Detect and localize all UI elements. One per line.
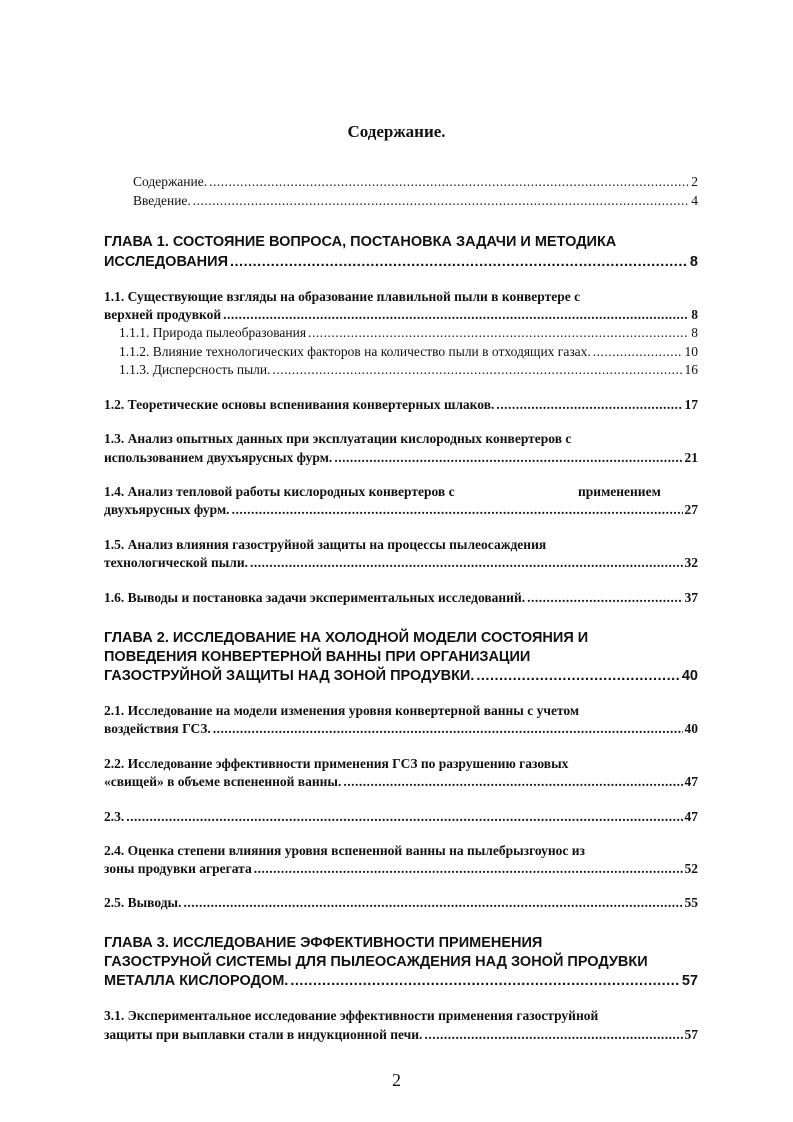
toc-section-1-4-line1a[interactable]: 1.4. Анализ тепловой работы кислородных конвертеров с xyxy=(104,484,455,499)
leader-dots xyxy=(343,774,682,790)
leader-dots xyxy=(250,555,683,571)
toc-section-2-2[interactable] xyxy=(104,774,698,790)
toc-entry-page: 40 xyxy=(684,721,698,736)
leader-dots xyxy=(209,174,689,190)
leader-dots xyxy=(193,193,689,209)
toc-section-3-1-line1[interactable]: 3.1. Экспериментальное исследование эффективности применения газоструйной xyxy=(104,1008,599,1023)
toc-entry-text: воздействия ГСЗ. xyxy=(104,721,211,736)
toc-chapter-1[interactable] xyxy=(104,254,698,270)
toc-entry-text: 1.1.1. Природа пылеобразования xyxy=(119,325,307,340)
toc-section-1-5[interactable] xyxy=(104,555,698,571)
leader-dots xyxy=(230,254,688,270)
toc-entry-text: МЕТАЛЛА КИСЛОРОДОМ. xyxy=(104,973,289,989)
leader-dots xyxy=(213,721,683,737)
toc-entry-text: использованием двухъярусных фурм. xyxy=(104,450,333,465)
toc-entry-page: 47 xyxy=(684,809,698,824)
toc-chapter-2-line1[interactable]: ГЛАВА 2. ИССЛЕДОВАНИЕ НА ХОЛОДНОЙ МОДЕЛИ СОСТОЯНИЯ И xyxy=(104,630,589,646)
page-number: 2 xyxy=(392,1070,401,1090)
toc-entry-page: 37 xyxy=(684,590,698,605)
leader-dots xyxy=(223,307,689,323)
toc-section-2-5[interactable] xyxy=(104,895,698,911)
leader-dots xyxy=(183,895,682,911)
toc-chapter-3-line1[interactable]: ГЛАВА 3. ИССЛЕДОВАНИЕ ЭФФЕКТИВНОСТИ ПРИМЕНЕНИЯ xyxy=(104,935,543,951)
toc-entry-page: 8 xyxy=(689,254,698,270)
toc-chapter-3-line2[interactable]: ГАЗОСТРУНОЙ СИСТЕМЫ ДЛЯ ПЫЛЕОСАЖДЕНИЯ НАД ЗОНОЙ ПРОДУВКИ xyxy=(104,954,648,970)
leader-dots xyxy=(424,1027,682,1043)
toc-section-1-3-line1[interactable]: 1.3. Анализ опытных данных при эксплуатации кислородных конвертеров с xyxy=(104,431,572,446)
toc-section-3-1[interactable] xyxy=(104,1027,698,1043)
toc-entry-text: 2.5. Выводы. xyxy=(104,895,182,910)
toc-entry-text: ИССЛЕДОВАНИЯ xyxy=(104,254,228,270)
leader-dots xyxy=(334,450,682,466)
toc-entry-text: двухъярусных фурм. xyxy=(104,502,230,517)
toc-section-1-3[interactable] xyxy=(104,450,698,466)
toc-entry-text: верхней продувкой xyxy=(104,307,222,322)
toc-entry-page: 17 xyxy=(684,397,698,412)
toc-entry-page: 21 xyxy=(684,450,698,465)
toc-entry-page: 16 xyxy=(684,362,698,377)
toc-entry-page: 8 xyxy=(691,307,698,322)
toc-subsection-1-1-2[interactable] xyxy=(119,344,698,360)
page-title: Содержание. xyxy=(347,122,446,141)
toc-entry-text: Содержание. xyxy=(133,174,208,189)
toc-entry-text: ГАЗОСТРУЙНОЙ ЗАЩИТЫ НАД ЗОНОЙ ПРОДУВКИ. xyxy=(104,668,475,684)
toc-section-2-2-line1[interactable]: 2.2. Исследование эффективности применения ГСЗ по разрушению газовых xyxy=(104,756,569,771)
toc-entry-text: 1.2. Теоретические основы вспенивания конвертерных шлаков. xyxy=(104,397,495,412)
toc-entry-text: зоны продувки агрегата xyxy=(104,861,252,876)
toc-entry-text: 1.1.2. Влияние технологических факторов на количество пыли в отходящих газах. xyxy=(119,344,591,359)
toc-entry-text: 2.3. xyxy=(104,809,125,824)
toc-section-1-5-line1[interactable]: 1.5. Анализ влияния газоструйной защиты на процессы пылеосаждения xyxy=(104,537,547,552)
toc-section-1-2[interactable] xyxy=(104,397,698,413)
toc-section-1-4[interactable] xyxy=(104,502,698,518)
toc-chapter-1-line1[interactable]: ГЛАВА 1. СОСТОЯНИЕ ВОПРОСА, ПОСТАНОВКА ЗАДАЧИ И МЕТОДИКА xyxy=(104,234,617,250)
toc-entry-page: 32 xyxy=(684,555,698,570)
toc-entry-page: 10 xyxy=(684,344,698,359)
toc-entry-page: 4 xyxy=(691,193,698,208)
toc-entry-contents[interactable] xyxy=(133,174,698,190)
leader-dots xyxy=(126,809,682,825)
toc-entry-page: 47 xyxy=(684,774,698,789)
toc-entry-text: защиты при выплавки стали в индукционной печи. xyxy=(104,1027,423,1042)
toc-section-2-4-line1[interactable]: 2.4. Оценка степени влияния уровня вспененной ванны на пылебрызгоунос из xyxy=(104,843,585,858)
toc-entry-page: 57 xyxy=(684,1027,698,1042)
leader-dots xyxy=(308,325,689,341)
toc-section-2-1[interactable] xyxy=(104,721,698,737)
toc-entry-page: 2 xyxy=(691,174,698,189)
toc-entry-text: 1.6. Выводы и постановка задачи экспериментальных исследований. xyxy=(104,590,526,605)
toc-section-1-6[interactable] xyxy=(104,590,698,606)
toc-entry-text: технологической пыли. xyxy=(104,555,248,570)
toc-section-2-4[interactable] xyxy=(104,861,698,877)
toc-section-1-4-line1b[interactable]: применением xyxy=(578,484,661,499)
toc-entry-intro[interactable] xyxy=(133,193,698,209)
toc-chapter-2[interactable] xyxy=(104,668,698,684)
toc-entry-page: 27 xyxy=(684,502,698,517)
leader-dots xyxy=(476,668,679,684)
toc-subsection-1-1-1[interactable] xyxy=(119,325,698,341)
toc-entry-page: 57 xyxy=(681,973,698,989)
leader-dots xyxy=(593,344,683,360)
toc-section-2-3[interactable] xyxy=(104,809,698,825)
toc-entry-page: 55 xyxy=(684,895,698,910)
toc-entry-page: 52 xyxy=(684,861,698,876)
leader-dots xyxy=(273,362,683,378)
leader-dots xyxy=(290,973,680,989)
toc-entry-text: 1.1.3. Дисперсность пыли. xyxy=(119,362,271,377)
toc-section-2-1-line1[interactable]: 2.1. Исследование на модели изменения уровня конвертерной ванны с учетом xyxy=(104,703,580,718)
toc-section-1-1[interactable] xyxy=(104,307,698,323)
toc-subsection-1-1-3[interactable] xyxy=(119,362,698,378)
toc-entry-text: «свищей» в объеме вспененной ванны. xyxy=(104,774,342,789)
toc-chapter-3[interactable] xyxy=(104,973,698,989)
toc-entry-text: Введение. xyxy=(133,193,191,208)
toc-section-1-1-line1[interactable]: 1.1. Существующие взгляды на образование плавильной пыли в конвертере с xyxy=(104,289,581,304)
leader-dots xyxy=(254,861,683,877)
toc-entry-page: 40 xyxy=(681,668,698,684)
leader-dots xyxy=(527,590,682,606)
leader-dots xyxy=(232,502,683,518)
toc-entry-page: 8 xyxy=(691,325,698,340)
leader-dots xyxy=(496,397,682,413)
toc-chapter-2-line2[interactable]: ПОВЕДЕНИЯ КОНВЕРТЕРНОЙ ВАННЫ ПРИ ОРГАНИЗАЦИИ xyxy=(104,649,531,665)
